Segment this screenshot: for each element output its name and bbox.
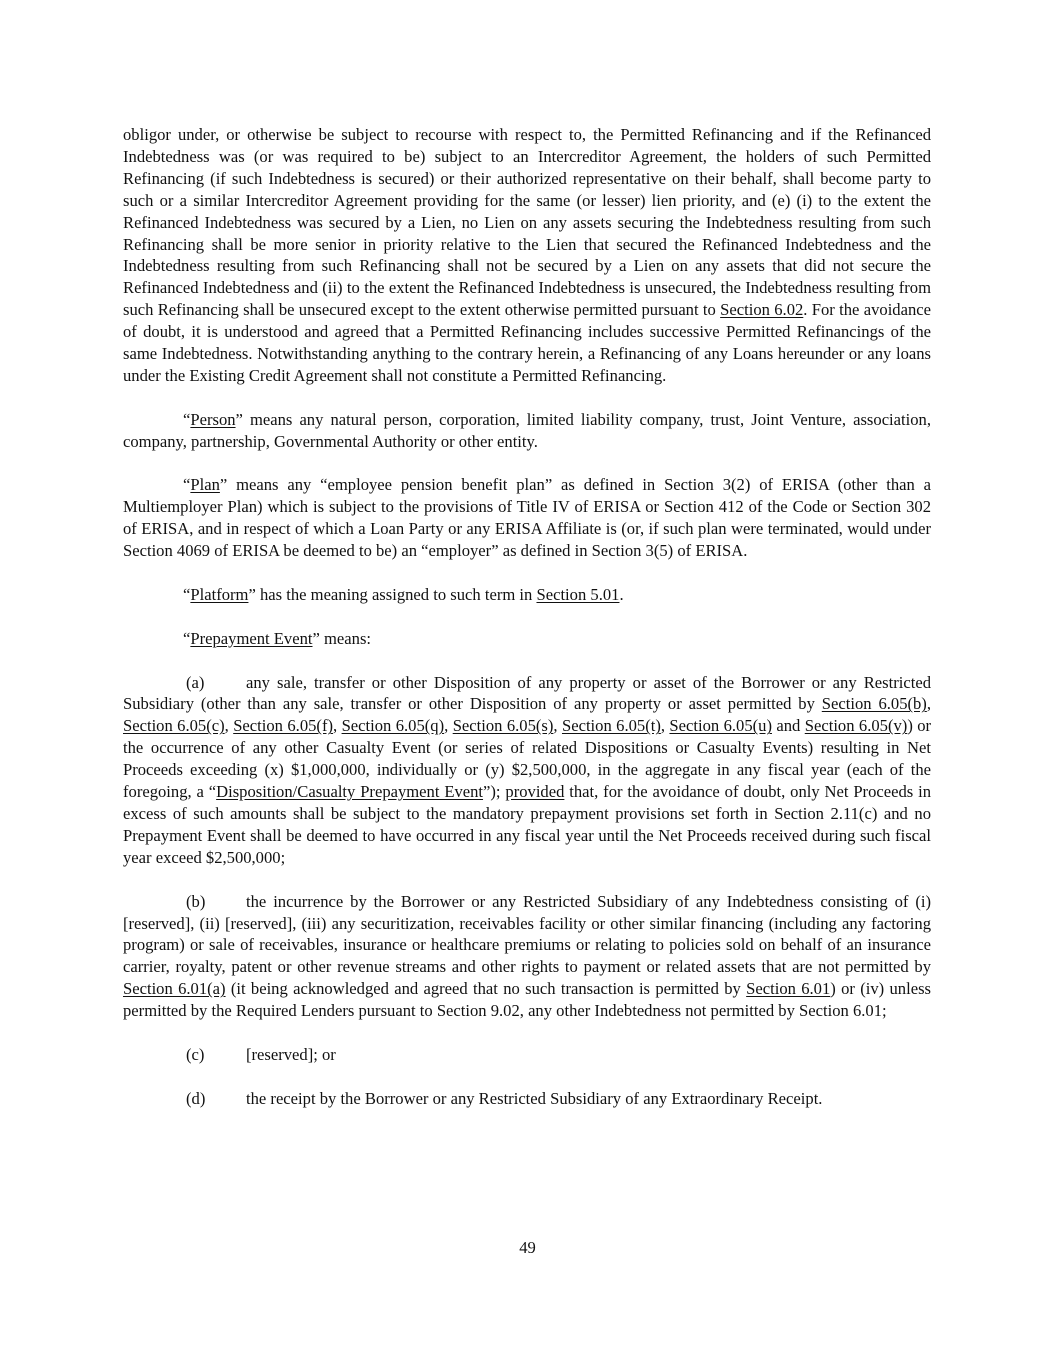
- separator: and: [771, 716, 805, 736]
- section-reference: Section 6.05(s): [452, 716, 554, 736]
- section-reference: Section 6.05(t): [561, 716, 661, 736]
- separator: ,: [444, 716, 453, 736]
- separator: ,: [553, 716, 562, 736]
- definition-text: ” means any natural person, corporation, limited liability company, trust, Joint Venture, association, company, partnership, Governmental Authority or other entity.: [123, 409, 931, 451]
- paragraph-text: . For the avoidance of doubt, it is understood and agreed that a Permitted Refinancing includes successive Permitted Refinancings of the same Indebtedness. Notwithstanding anything to the contrary herein, a Refinancing of any Loans hereunder or any loans under the Existing Credit Agreement shall not constitute a Permitted Refinancing.: [123, 300, 931, 385]
- list-item-b: [123, 891, 931, 1022]
- item-text: the incurrence by the Borrower or any Restricted Subsidiary of any Indebtedness consisting of (i) [reserved], (ii) [reserved], (iii) any securitization, receivables facility or other similar financing (including any factoring program) or sale of receivables, insurance or healthcare premiums or relating to policies sold on behalf of an insurance carrier, royalty, patent or other revenue streams and other rights to payment or related assets that are not permitted by: [123, 891, 931, 977]
- defined-term: Plan: [190, 475, 220, 495]
- item-text: the receipt by the Borrower or any Restricted Subsidiary of any Extraordinary Receipt.: [246, 1088, 823, 1108]
- section-reference: Section 6.05(c): [123, 716, 225, 736]
- proviso-term: provided: [505, 782, 565, 802]
- list-item-d: [123, 1088, 931, 1110]
- item-text: [reserved]; or: [246, 1044, 336, 1064]
- quote-mark: “: [183, 409, 191, 429]
- defined-term: Disposition/Casualty Prepayment Event: [216, 782, 484, 802]
- item-text: any sale, transfer or other Disposition of any property or asset of the Borrower or any Restricted Subsidiary (other than any sale, transfer or other Disposition of any property or asset permitted by: [123, 672, 931, 714]
- definition-platform: [123, 584, 931, 606]
- paragraph-permitted-refinancing-continuation: [123, 124, 931, 387]
- separator: ,: [224, 716, 234, 736]
- list-item-c: [123, 1044, 931, 1066]
- defined-term: Platform: [190, 584, 249, 604]
- item-text: ) or (iv) unless permitted by the Required Lenders pursuant to Section 9.02, any other Indebtedness not permitted by Section 6.01;: [123, 979, 931, 1021]
- section-reference: Section 6.05(v): [804, 716, 908, 736]
- separator: ,: [660, 716, 670, 736]
- definition-plan: [123, 474, 931, 562]
- item-label: (d): [186, 1088, 206, 1108]
- separator: ,: [333, 716, 342, 736]
- item-label: (a): [186, 672, 205, 692]
- item-text: that, for the avoidance of doubt, only Net Proceeds in excess of such amounts shall be subject to the mandatory prepayment provisions set forth in Section 2.11(c) and no Prepayment Event shall be deemed to have occurred in any fiscal year until the Net Proceeds received during such fiscal year exceed $2,500,000;: [123, 782, 932, 867]
- definition-text: .: [619, 584, 624, 604]
- item-label: (b): [186, 891, 206, 911]
- quote-mark: “: [183, 475, 191, 495]
- section-reference: Section 6.01: [746, 979, 831, 999]
- item-text: ) or the occurrence of any other Casualty Event (or series of related Dispositions or Casualty Events) resulting in Net Proceeds exceeding (x) $1,000,000, individually or (y) $2,500,000, in the aggregate in any fiscal year (each of the foregoing, a “: [123, 716, 932, 802]
- definition-person: [123, 409, 931, 453]
- definition-text: ” has the meaning assigned to such term in: [248, 584, 537, 604]
- definition-prepayment-event: [123, 628, 931, 650]
- quote-mark: “: [183, 584, 191, 604]
- section-reference: Section 6.05(b): [821, 694, 927, 714]
- section-reference: Section 6.05(u): [669, 716, 772, 736]
- defined-term: Prepayment Event: [190, 628, 313, 648]
- section-reference: Section 6.01(a): [123, 979, 226, 999]
- list-item-a: [123, 672, 931, 869]
- paragraph-text: obligor under, or otherwise be subject to recourse with respect to, the Permitted Refinancing and if the Refinanced Indebtedness was (or was required to be) subject to an Intercreditor Agreement, the holders of such Permitted Refinancing (if such Indebtedness is secured) or their authorized representative on their behalf, shall become party to such or a similar Intercreditor Agreement providing for the same (or lesser) lien priority, and (e) (i) to the extent the Refinanced Indebtedness was secured by a Lien, no Lien on any assets securing the Indebtedness resulting from such Refinancing shall be more senior in priority relative to the Lien that secured the Refinanced Indebtedness and the Indebtedness resulting from such Refinancing shall not be secured by a Lien on any assets that did not secure the Refinanced Indebtedness and (ii) to the extent the Refinanced Indebtedness is unsecured, the Indebtedness resulting from such Refinancing shall be unsecured except to the extent otherwise permitted pursuant to: [123, 125, 931, 320]
- item-label: (c): [186, 1044, 205, 1064]
- section-reference: Section 5.01: [536, 584, 620, 604]
- item-text: (it being acknowledged and agreed that no such transaction is permitted by: [225, 979, 747, 999]
- defined-term: Person: [190, 409, 236, 429]
- definition-text: ” means any “employee pension benefit plan” as defined in Section 3(2) of ERISA (other than a Multiemployer Plan) which is subject to the provisions of Title IV of ERISA or Section 412 of the Code or Section 302 of ERISA, and in respect of which a Loan Party or any ERISA Affiliate is (or, if such plan were terminated, would under Section 4069 of ERISA be deemed to be) an “employer” as defined in Section 3(5) of ERISA.: [123, 475, 931, 561]
- section-reference: Section 6.02: [720, 300, 804, 320]
- section-reference: Section 6.05(f): [233, 716, 333, 736]
- separator: ,: [926, 694, 931, 714]
- item-text: ”);: [483, 782, 506, 802]
- quote-mark: “: [183, 628, 191, 648]
- page-number: 49: [519, 1238, 536, 1257]
- document-body: [123, 124, 931, 1132]
- section-reference: Section 6.05(q): [341, 716, 445, 736]
- definition-text: ” means:: [312, 628, 372, 648]
